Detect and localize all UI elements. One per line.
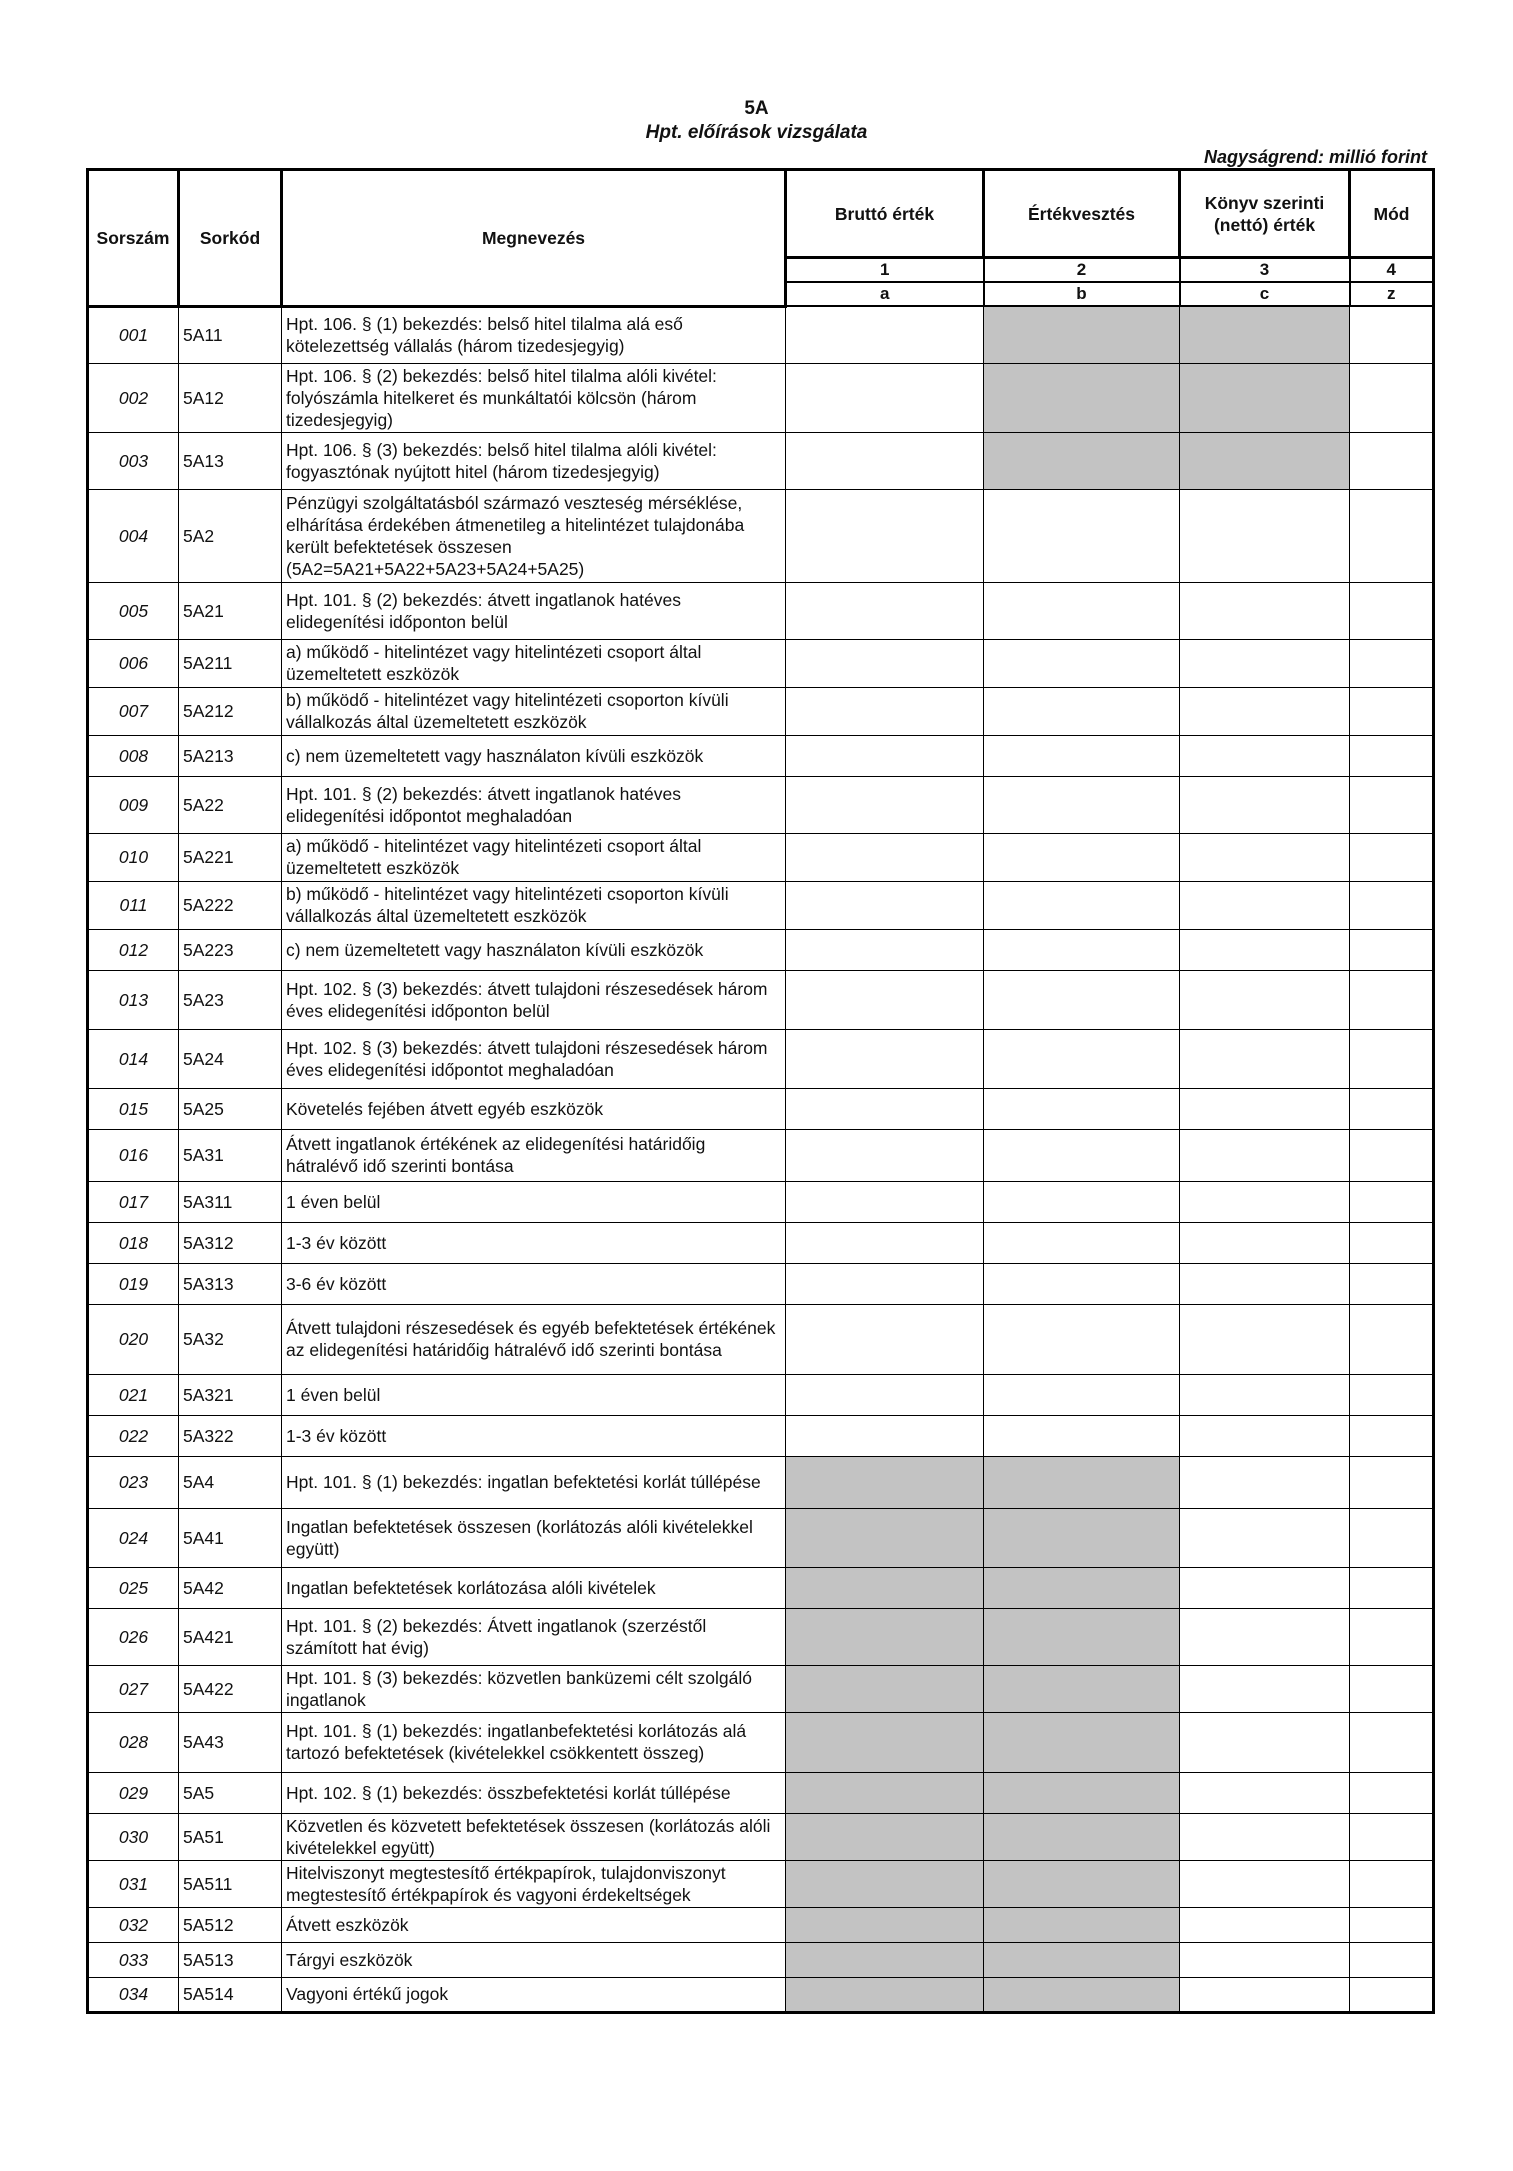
header-sorszam: Sorszám — [88, 170, 179, 307]
row-sorkod: 5A511 — [179, 1860, 282, 1907]
row-sorkod: 5A41 — [179, 1508, 282, 1567]
cell-ertekvesztes[interactable] — [984, 1415, 1180, 1456]
row-sorszam: 030 — [88, 1813, 179, 1860]
header-letter: a — [786, 282, 984, 306]
row-sorkod: 5A311 — [179, 1181, 282, 1222]
row-megnevezes: 1 éven belül — [282, 1181, 786, 1222]
cell-ertekvesztes[interactable] — [984, 1222, 1180, 1263]
cell-brutto — [786, 1608, 984, 1665]
row-megnevezes: Ingatlan befektetések korlátozása alóli kivételek — [282, 1567, 786, 1608]
row-sorkod: 5A32 — [179, 1304, 282, 1374]
row-sorkod: 5A2 — [179, 489, 282, 582]
table-row — [88, 1415, 1434, 1456]
table-row — [88, 1608, 1434, 1665]
row-megnevezes: a) működő - hitelintézet vagy hitelintézeti csoport által üzemeltetett eszközök — [282, 639, 786, 687]
cell-konyv-szerinti[interactable] — [1180, 1608, 1350, 1665]
cell-konyv-szerinti[interactable] — [1180, 1456, 1350, 1508]
header-sorkod: Sorkód — [179, 170, 282, 307]
table-row — [88, 1088, 1434, 1129]
cell-konyv-szerinti[interactable] — [1180, 1977, 1350, 2012]
table-row — [88, 1860, 1434, 1907]
row-megnevezes: Hpt. 101. § (3) bekezdés: közvetlen banküzemi célt szolgáló ingatlanok — [282, 1665, 786, 1712]
header-num: 4 — [1350, 258, 1434, 283]
row-megnevezes: 1 éven belül — [282, 1374, 786, 1415]
row-sorszam: 023 — [88, 1456, 179, 1508]
table-row — [88, 1374, 1434, 1415]
header-brutto: Bruttó érték — [786, 170, 984, 258]
cell-ertekvesztes — [984, 1860, 1180, 1907]
cell-ertekvesztes[interactable] — [984, 1374, 1180, 1415]
row-sorkod: 5A222 — [179, 881, 282, 929]
cell-brutto — [786, 1860, 984, 1907]
table-row — [88, 1456, 1434, 1508]
form-title: Hpt. előírások vizsgálata — [645, 122, 868, 143]
cell-mod[interactable] — [1350, 1415, 1434, 1456]
row-megnevezes: Hpt. 102. § (1) bekezdés: összbefektetési korlát túllépése — [282, 1772, 786, 1813]
cell-mod[interactable] — [1350, 639, 1434, 687]
cell-ertekvesztes[interactable] — [984, 1181, 1180, 1222]
cell-mod[interactable] — [1350, 970, 1434, 1029]
header-mod: Mód — [1350, 170, 1434, 258]
cell-mod[interactable] — [1350, 1088, 1434, 1129]
header-letter: z — [1350, 282, 1434, 306]
cell-brutto[interactable] — [786, 833, 984, 881]
cell-konyv-szerinti[interactable] — [1180, 639, 1350, 687]
row-sorkod: 5A25 — [179, 1088, 282, 1129]
cell-brutto[interactable] — [786, 639, 984, 687]
row-sorkod: 5A223 — [179, 929, 282, 970]
table-row — [88, 306, 1434, 363]
form-code: 5A — [744, 98, 769, 119]
table-row — [88, 582, 1434, 639]
cell-mod[interactable] — [1350, 1374, 1434, 1415]
table-row — [88, 833, 1434, 881]
cell-mod[interactable] — [1350, 929, 1434, 970]
table-row — [88, 1813, 1434, 1860]
cell-konyv-szerinti[interactable] — [1180, 1029, 1350, 1088]
cell-ertekvesztes[interactable] — [984, 1304, 1180, 1374]
row-sorkod: 5A21 — [179, 582, 282, 639]
cell-mod[interactable] — [1350, 432, 1434, 489]
table-row — [88, 1772, 1434, 1813]
row-megnevezes: Hpt. 101. § (1) bekezdés: ingatlanbefektetési korlátozás alá tartozó befektetések (kivételekkel csökkentett összeg) — [282, 1712, 786, 1772]
row-sorszam: 014 — [88, 1029, 179, 1088]
cell-ertekvesztes — [984, 306, 1180, 363]
row-megnevezes: Hpt. 106. § (2) bekezdés: belső hitel tilalma alóli kivétel: folyószámla hitelkeret és munkáltatói kölcsön (három tizedesjegyig) — [282, 363, 786, 432]
row-megnevezes: Hpt. 101. § (2) bekezdés: Átvett ingatlanok (szerzéstől számított hat évig) — [282, 1608, 786, 1665]
cell-mod[interactable] — [1350, 1508, 1434, 1567]
cell-konyv-szerinti[interactable] — [1180, 929, 1350, 970]
cell-konyv-szerinti[interactable] — [1180, 1222, 1350, 1263]
cell-mod[interactable] — [1350, 735, 1434, 776]
cell-brutto[interactable] — [786, 735, 984, 776]
table-row — [88, 363, 1434, 432]
row-megnevezes: Hpt. 101. § (2) bekezdés: átvett ingatlanok hatéves elidegenítési időponton belül — [282, 582, 786, 639]
header-letter: c — [1180, 282, 1350, 306]
cell-brutto[interactable] — [786, 1181, 984, 1222]
row-sorszam: 006 — [88, 639, 179, 687]
cell-brutto — [786, 1977, 984, 2012]
row-sorszam: 026 — [88, 1608, 179, 1665]
cell-mod[interactable] — [1350, 1813, 1434, 1860]
cell-mod[interactable] — [1350, 363, 1434, 432]
table-row — [88, 970, 1434, 1029]
cell-ertekvesztes[interactable] — [984, 687, 1180, 735]
row-sorkod: 5A4 — [179, 1456, 282, 1508]
cell-brutto[interactable] — [786, 970, 984, 1029]
cell-mod[interactable] — [1350, 1304, 1434, 1374]
cell-konyv-szerinti — [1180, 306, 1350, 363]
row-megnevezes: Hpt. 106. § (3) bekezdés: belső hitel tilalma alóli kivétel: fogyasztónak nyújtott hitel (három tizedesjegyig) — [282, 432, 786, 489]
row-sorkod: 5A514 — [179, 1977, 282, 2012]
cell-brutto[interactable] — [786, 776, 984, 833]
cell-ertekvesztes[interactable] — [984, 489, 1180, 582]
cell-mod[interactable] — [1350, 1942, 1434, 1977]
cell-brutto[interactable] — [786, 1129, 984, 1181]
cell-ertekvesztes[interactable] — [984, 833, 1180, 881]
cell-konyv-szerinti[interactable] — [1180, 1665, 1350, 1712]
cell-konyv-szerinti[interactable] — [1180, 1860, 1350, 1907]
row-sorszam: 012 — [88, 929, 179, 970]
table-row — [88, 1977, 1434, 2012]
cell-brutto[interactable] — [786, 582, 984, 639]
cell-ertekvesztes — [984, 1907, 1180, 1942]
table-row — [88, 881, 1434, 929]
cell-ertekvesztes — [984, 1508, 1180, 1567]
row-sorszam: 028 — [88, 1712, 179, 1772]
row-sorszam: 020 — [88, 1304, 179, 1374]
cell-brutto — [786, 1772, 984, 1813]
row-sorszam: 005 — [88, 582, 179, 639]
row-sorszam: 008 — [88, 735, 179, 776]
row-sorszam: 032 — [88, 1907, 179, 1942]
cell-brutto — [786, 1712, 984, 1772]
cell-konyv-szerinti[interactable] — [1180, 1374, 1350, 1415]
cell-brutto[interactable] — [786, 1415, 984, 1456]
cell-konyv-szerinti[interactable] — [1180, 776, 1350, 833]
cell-ertekvesztes — [984, 1567, 1180, 1608]
row-sorszam: 018 — [88, 1222, 179, 1263]
header-megnevezes: Megnevezés — [282, 170, 786, 307]
table-row — [88, 1665, 1434, 1712]
cell-mod[interactable] — [1350, 1181, 1434, 1222]
cell-brutto — [786, 1907, 984, 1942]
cell-brutto[interactable] — [786, 881, 984, 929]
cell-konyv-szerinti[interactable] — [1180, 1813, 1350, 1860]
table-row — [88, 776, 1434, 833]
row-megnevezes: Hitelviszonyt megtestesítő értékpapírok, tulajdonviszonyt megtestesítő értékpapírok és vagyoni érdekeltségek — [282, 1860, 786, 1907]
cell-ertekvesztes — [984, 432, 1180, 489]
cell-konyv-szerinti[interactable] — [1180, 489, 1350, 582]
data-table — [86, 168, 1435, 2014]
table-row — [88, 1508, 1434, 1567]
cell-konyv-szerinti[interactable] — [1180, 1942, 1350, 1977]
cell-ertekvesztes — [984, 1977, 1180, 2012]
cell-brutto — [786, 1813, 984, 1860]
cell-konyv-szerinti[interactable] — [1180, 1712, 1350, 1772]
row-sorkod: 5A221 — [179, 833, 282, 881]
cell-mod[interactable] — [1350, 1129, 1434, 1181]
row-sorkod: 5A422 — [179, 1665, 282, 1712]
cell-mod[interactable] — [1350, 1456, 1434, 1508]
cell-mod[interactable] — [1350, 1608, 1434, 1665]
cell-brutto[interactable] — [786, 929, 984, 970]
row-sorkod: 5A12 — [179, 363, 282, 432]
cell-ertekvesztes[interactable] — [984, 1263, 1180, 1304]
cell-konyv-szerinti[interactable] — [1180, 1304, 1350, 1374]
unit-note: Nagyságrend: millió forint — [1203, 147, 1427, 167]
table-row — [88, 432, 1434, 489]
row-sorszam: 031 — [88, 1860, 179, 1907]
row-sorkod: 5A213 — [179, 735, 282, 776]
header-ertekvesztes: Értékvesztés — [984, 170, 1180, 258]
row-sorszam: 017 — [88, 1181, 179, 1222]
cell-ertekvesztes — [984, 1942, 1180, 1977]
cell-brutto[interactable] — [786, 687, 984, 735]
row-megnevezes: Hpt. 102. § (3) bekezdés: átvett tulajdoni részesedések három éves elidegenítési időponton belül — [282, 970, 786, 1029]
cell-brutto — [786, 1567, 984, 1608]
cell-konyv-szerinti[interactable] — [1180, 1907, 1350, 1942]
row-sorszam: 015 — [88, 1088, 179, 1129]
cell-konyv-szerinti[interactable] — [1180, 1181, 1350, 1222]
cell-ertekvesztes[interactable] — [984, 639, 1180, 687]
cell-ertekvesztes[interactable] — [984, 881, 1180, 929]
row-sorszam: 022 — [88, 1415, 179, 1456]
row-sorkod: 5A31 — [179, 1129, 282, 1181]
cell-ertekvesztes[interactable] — [984, 1129, 1180, 1181]
cell-konyv-szerinti — [1180, 363, 1350, 432]
row-sorszam: 025 — [88, 1567, 179, 1608]
cell-mod[interactable] — [1350, 833, 1434, 881]
cell-ertekvesztes[interactable] — [984, 735, 1180, 776]
cell-ertekvesztes[interactable] — [984, 1029, 1180, 1088]
cell-ertekvesztes — [984, 1772, 1180, 1813]
table-row — [88, 1942, 1434, 1977]
cell-mod[interactable] — [1350, 1567, 1434, 1608]
cell-ertekvesztes — [984, 1608, 1180, 1665]
row-sorszam: 003 — [88, 432, 179, 489]
row-megnevezes: 1-3 év között — [282, 1222, 786, 1263]
row-megnevezes: Vagyoni értékű jogok — [282, 1977, 786, 2012]
cell-brutto — [786, 1942, 984, 1977]
cell-konyv-szerinti[interactable] — [1180, 582, 1350, 639]
cell-ertekvesztes[interactable] — [984, 582, 1180, 639]
table-row — [88, 929, 1434, 970]
row-sorkod: 5A13 — [179, 432, 282, 489]
cell-konyv-szerinti[interactable] — [1180, 735, 1350, 776]
row-sorszam: 027 — [88, 1665, 179, 1712]
cell-ertekvesztes — [984, 1456, 1180, 1508]
cell-ertekvesztes — [984, 1665, 1180, 1712]
cell-konyv-szerinti[interactable] — [1180, 1415, 1350, 1456]
table-row — [88, 1263, 1434, 1304]
cell-mod[interactable] — [1350, 489, 1434, 582]
row-sorkod: 5A43 — [179, 1712, 282, 1772]
row-megnevezes: b) működő - hitelintézet vagy hitelintézeti csoporton kívüli vállalkozás által üzemeltetett eszközök — [282, 881, 786, 929]
row-megnevezes: 1-3 év között — [282, 1415, 786, 1456]
row-sorszam: 016 — [88, 1129, 179, 1181]
row-sorkod: 5A42 — [179, 1567, 282, 1608]
cell-konyv-szerinti — [1180, 432, 1350, 489]
cell-brutto[interactable] — [786, 432, 984, 489]
cell-ertekvesztes[interactable] — [984, 929, 1180, 970]
row-megnevezes: c) nem üzemeltetett vagy használaton kívüli eszközök — [282, 929, 786, 970]
header-num: 3 — [1180, 258, 1350, 283]
row-megnevezes: a) működő - hitelintézet vagy hitelintézeti csoport által üzemeltetett eszközök — [282, 833, 786, 881]
table-row — [88, 1907, 1434, 1942]
row-sorkod: 5A22 — [179, 776, 282, 833]
row-sorszam: 024 — [88, 1508, 179, 1567]
row-megnevezes: 3-6 év között — [282, 1263, 786, 1304]
table-row — [88, 1567, 1434, 1608]
cell-mod[interactable] — [1350, 776, 1434, 833]
row-sorkod: 5A513 — [179, 1942, 282, 1977]
row-megnevezes: Követelés fejében átvett egyéb eszközök — [282, 1088, 786, 1129]
cell-konyv-szerinti[interactable] — [1180, 1567, 1350, 1608]
table-row — [88, 1304, 1434, 1374]
table-row — [88, 1222, 1434, 1263]
table-row — [88, 489, 1434, 582]
cell-konyv-szerinti[interactable] — [1180, 1772, 1350, 1813]
row-sorszam: 034 — [88, 1977, 179, 2012]
cell-mod[interactable] — [1350, 1977, 1434, 2012]
row-sorkod: 5A313 — [179, 1263, 282, 1304]
cell-konyv-szerinti[interactable] — [1180, 881, 1350, 929]
cell-ertekvesztes[interactable] — [984, 1088, 1180, 1129]
cell-mod[interactable] — [1350, 881, 1434, 929]
row-megnevezes: Hpt. 101. § (2) bekezdés: átvett ingatlanok hatéves elidegenítési időpontot meghaladóan — [282, 776, 786, 833]
row-sorkod: 5A51 — [179, 1813, 282, 1860]
row-megnevezes: Átvett eszközök — [282, 1907, 786, 1942]
table-row — [88, 1181, 1434, 1222]
row-megnevezes: c) nem üzemeltetett vagy használaton kívüli eszközök — [282, 735, 786, 776]
cell-konyv-szerinti[interactable] — [1180, 1088, 1350, 1129]
cell-konyv-szerinti[interactable] — [1180, 1263, 1350, 1304]
row-sorszam: 007 — [88, 687, 179, 735]
row-megnevezes: Hpt. 102. § (3) bekezdés: átvett tulajdoni részesedések három éves elidegenítési időpontot meghaladóan — [282, 1029, 786, 1088]
row-sorkod: 5A5 — [179, 1772, 282, 1813]
table-row — [88, 735, 1434, 776]
row-sorkod: 5A23 — [179, 970, 282, 1029]
cell-mod[interactable] — [1350, 1029, 1434, 1088]
row-sorkod: 5A512 — [179, 1907, 282, 1942]
cell-brutto[interactable] — [786, 1374, 984, 1415]
row-sorkod: 5A321 — [179, 1374, 282, 1415]
table-row — [88, 1712, 1434, 1772]
row-sorkod: 5A322 — [179, 1415, 282, 1456]
cell-mod[interactable] — [1350, 1907, 1434, 1942]
row-sorkod: 5A24 — [179, 1029, 282, 1088]
header-num: 2 — [984, 258, 1180, 283]
cell-mod[interactable] — [1350, 1222, 1434, 1263]
row-megnevezes: Hpt. 106. § (1) bekezdés: belső hitel tilalma alá eső kötelezettség vállalás (három tizedesjegyig) — [282, 306, 786, 363]
cell-konyv-szerinti[interactable] — [1180, 970, 1350, 1029]
row-sorszam: 029 — [88, 1772, 179, 1813]
row-megnevezes: Átvett tulajdoni részesedések és egyéb befektetések értékének az elidegenítési határidőig hátralévő idő szerinti bontása — [282, 1304, 786, 1374]
cell-brutto[interactable] — [786, 306, 984, 363]
row-megnevezes: Tárgyi eszközök — [282, 1942, 786, 1977]
cell-ertekvesztes — [984, 363, 1180, 432]
row-sorszam: 019 — [88, 1263, 179, 1304]
cell-brutto — [786, 1456, 984, 1508]
table-row — [88, 639, 1434, 687]
row-sorkod: 5A212 — [179, 687, 282, 735]
cell-brutto[interactable] — [786, 363, 984, 432]
header-letter: b — [984, 282, 1180, 306]
cell-konyv-szerinti[interactable] — [1180, 687, 1350, 735]
cell-mod[interactable] — [1350, 1665, 1434, 1712]
row-megnevezes: Átvett ingatlanok értékének az elidegenítési határidőig hátralévő idő szerinti bontása — [282, 1129, 786, 1181]
cell-ertekvesztes — [984, 1712, 1180, 1772]
cell-ertekvesztes — [984, 1813, 1180, 1860]
row-sorszam: 009 — [88, 776, 179, 833]
cell-brutto[interactable] — [786, 1222, 984, 1263]
cell-mod[interactable] — [1350, 582, 1434, 639]
row-sorkod: 5A421 — [179, 1608, 282, 1665]
cell-brutto[interactable] — [786, 1088, 984, 1129]
cell-brutto[interactable] — [786, 489, 984, 582]
table-body — [88, 306, 1434, 2012]
row-sorkod: 5A312 — [179, 1222, 282, 1263]
row-megnevezes: b) működő - hitelintézet vagy hitelintézeti csoporton kívüli vállalkozás által üzemeltetett eszközök — [282, 687, 786, 735]
table-row — [88, 1029, 1434, 1088]
cell-ertekvesztes[interactable] — [984, 970, 1180, 1029]
cell-mod[interactable] — [1350, 1712, 1434, 1772]
cell-konyv-szerinti[interactable] — [1180, 1129, 1350, 1181]
row-sorszam: 002 — [88, 363, 179, 432]
row-megnevezes: Hpt. 101. § (1) bekezdés: ingatlan befektetési korlát túllépése — [282, 1456, 786, 1508]
row-megnevezes: Pénzügyi szolgáltatásból származó veszteség mérséklése, elhárítása érdekében átmenetileg a hitelintézet tulajdonába került befektetések összesen (5A2=5A21+5A22+5A23+5A24+5A25) — [282, 489, 786, 582]
row-sorszam: 004 — [88, 489, 179, 582]
row-megnevezes: Ingatlan befektetések összesen (korlátozás alóli kivételekkel együtt) — [282, 1508, 786, 1567]
header-konyv-szerinti: Könyv szerinti (nettó) érték — [1180, 170, 1350, 258]
header-num: 1 — [786, 258, 984, 283]
cell-brutto — [786, 1665, 984, 1712]
row-sorkod: 5A11 — [179, 306, 282, 363]
row-sorszam: 010 — [88, 833, 179, 881]
cell-konyv-szerinti[interactable] — [1180, 833, 1350, 881]
row-sorszam: 001 — [88, 306, 179, 363]
cell-mod[interactable] — [1350, 1263, 1434, 1304]
row-sorszam: 021 — [88, 1374, 179, 1415]
row-sorszam: 033 — [88, 1942, 179, 1977]
cell-konyv-szerinti[interactable] — [1180, 1508, 1350, 1567]
cell-brutto[interactable] — [786, 1263, 984, 1304]
cell-brutto[interactable] — [786, 1304, 984, 1374]
cell-mod[interactable] — [1350, 1860, 1434, 1907]
row-megnevezes: Közvetlen és közvetett befektetések összesen (korlátozás alóli kivételekkel együtt) — [282, 1813, 786, 1860]
row-sorkod: 5A211 — [179, 639, 282, 687]
row-sorszam: 011 — [88, 881, 179, 929]
cell-mod[interactable] — [1350, 687, 1434, 735]
row-sorszam: 013 — [88, 970, 179, 1029]
table-row — [88, 687, 1434, 735]
cell-mod[interactable] — [1350, 1772, 1434, 1813]
cell-mod[interactable] — [1350, 306, 1434, 363]
cell-brutto[interactable] — [786, 1029, 984, 1088]
cell-ertekvesztes[interactable] — [984, 776, 1180, 833]
table-row — [88, 1129, 1434, 1181]
cell-brutto — [786, 1508, 984, 1567]
